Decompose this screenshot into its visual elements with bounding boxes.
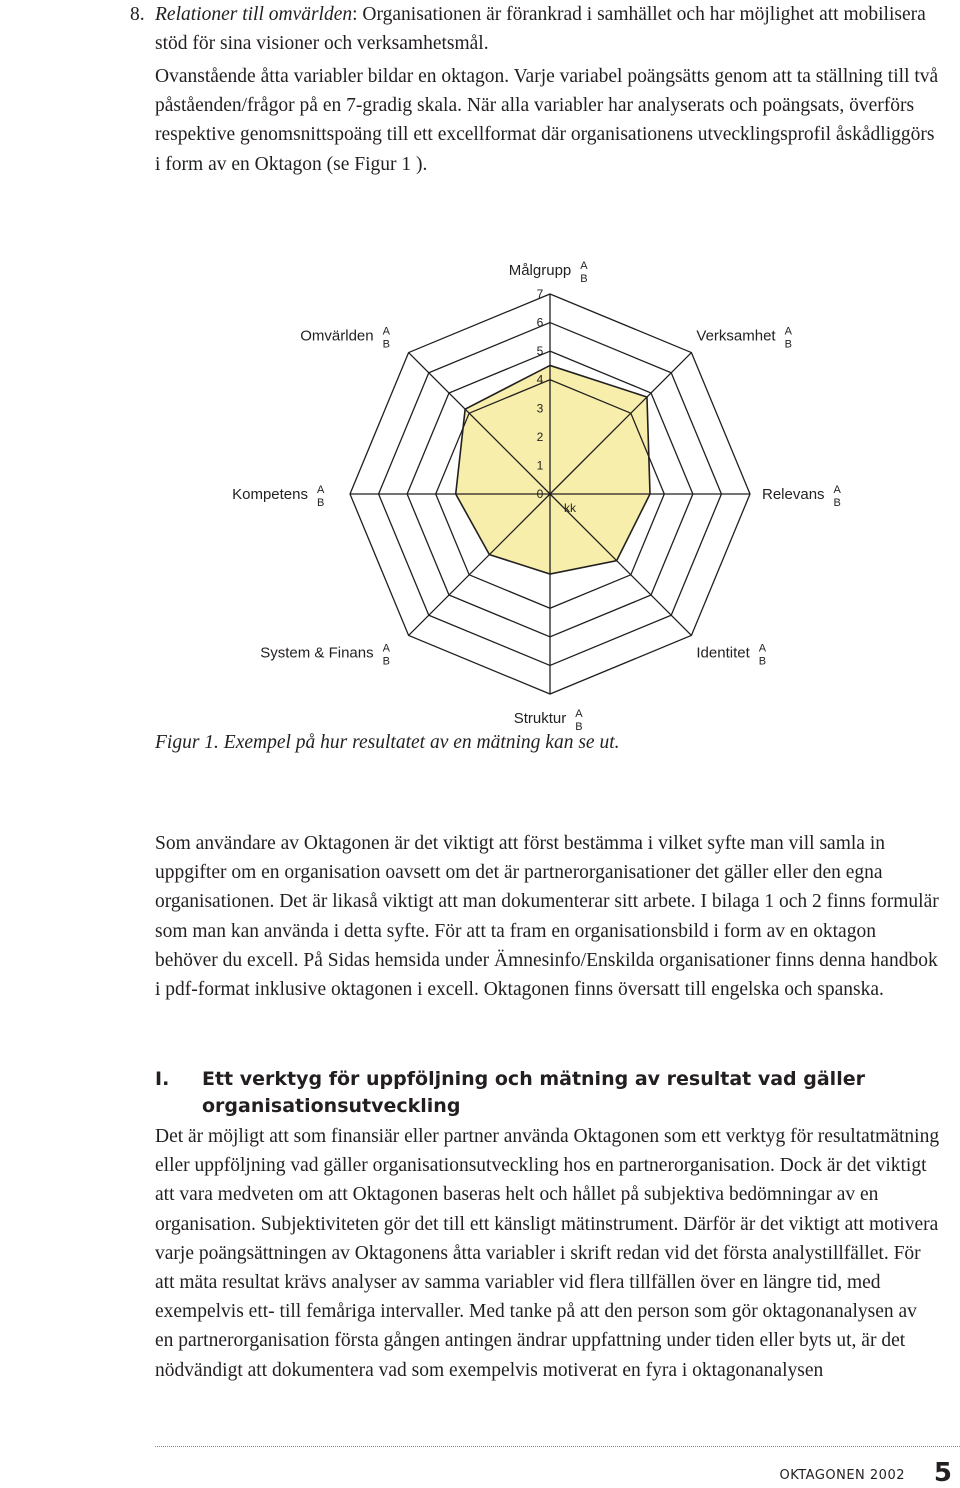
axis-sub-a-3: A [758, 642, 767, 655]
axis-sub-b-1: B [784, 338, 792, 351]
list-number: 8. [130, 4, 145, 25]
axis-sub-b-7: B [382, 338, 390, 351]
footer-rule [155, 1446, 960, 1447]
axis-label-7: Omvärlden [300, 327, 374, 345]
axis-sub-b-2: B [833, 497, 841, 509]
list-text: : Organisationen är förankrad i samhället och har möjlighet att mobilisera stöd för sina visioner och verksamhetsmål. [155, 4, 926, 55]
tick-label-4: 4 [536, 372, 544, 387]
center-label: kk [564, 501, 576, 515]
octagon-radar-svg [0, 260, 960, 733]
axis-sub-b-6: B [317, 497, 325, 509]
list-item-relationer [130, 0, 940, 58]
axis-sub-a-2: A [833, 484, 841, 496]
axis-sub-a-4: A [575, 708, 583, 720]
list-term: Relationer till omvärlden [155, 4, 353, 25]
axis-sub-a-6: A [317, 484, 325, 496]
axis-label-6: Kompetens [232, 486, 308, 503]
footer-title: OKTAGONEN 2002 [779, 1468, 905, 1483]
axis-sub-b-5: B [382, 655, 390, 668]
section-heading-number: I. [155, 1068, 170, 1090]
axis-sub-a-5: A [382, 642, 390, 655]
axis-sub-b-3: B [758, 655, 767, 668]
figure-caption: Figur 1. Exempel på hur resultatet av en mätning kan se ut. [155, 732, 620, 753]
octagon-chart [0, 260, 960, 733]
axis-sub-b-0: B [580, 273, 588, 285]
value-polygon [456, 365, 650, 574]
axis-sub-a-7: A [382, 325, 390, 338]
axis-label-0: Målgrupp [508, 262, 572, 279]
axis-label-5: System & Finans [260, 644, 374, 662]
tick-label-6: 6 [536, 315, 544, 330]
axis-label-1: Verksamhet [696, 327, 776, 345]
axis-sub-a-0: A [580, 260, 588, 272]
tick-label-5: 5 [536, 344, 544, 359]
footer-page-number: 5 [933, 1458, 952, 1488]
paragraph-tool: Det är möjligt att som finansiär eller partner använda Oktagonen som ett verktyg för resultatmätning eller uppföljning vad gäller organisationsutveckling hos en partnerorganisation. Dock är det viktigt att vara medveten om att Oktagonen baseras helt och hållet på subjektiva bedömningar av en organisation. Subjektiviteten gör det till ett känsligt mätinstrument. Därför är det viktigt att motivera varje poängsättningen av Oktagonens åtta variabler i skrift redan vid det första analystillfället. För att mäta resultat krävs analyser av samma variabler vid flera tillfällen över en längre tid, med exempelvis ett- till femåriga intervaller. Med tanke på att den person som gör oktagonanalysen av en partnerorganisation första gången antingen ändrar uppfattning under tiden eller byts ut, är det nödvändigt att dokumentera vad som exempelvis motiverat en fyra i oktagonanalysen [155, 1126, 940, 1381]
tick-label-2: 2 [536, 429, 544, 444]
axis-label-3: Identitet [696, 644, 750, 662]
axis-label-2: Relevans [762, 486, 825, 503]
intro-paragraph: Ovanstående åtta variabler bildar en oktagon. Varje variabel poängsätts genom att ta ställning till två påståenden/frågor på en 7-gradig skala. När alla variabler har analyserats och poängsats, överförs respektive genomsnittspoäng till ett excellformat där organisationens utvecklingsprofil åskådliggörs i form av en Oktagon (se Figur 1 ). [155, 66, 939, 175]
tick-label-0: 0 [536, 487, 544, 501]
tick-label-3: 3 [536, 401, 544, 416]
axis-label-4: Struktur [513, 710, 567, 727]
section-heading-text: Ett verktyg för uppföljning och mätning av resultat vad gäller organisationsutveckling [202, 1068, 865, 1117]
axis-sub-b-4: B [575, 721, 583, 733]
paragraph-usage: Som användare av Oktagonen är det viktigt att först bestämma i vilket syfte man vill samla in uppgifter om en organisation oavsett om det är partnerorganisationer det gäller eller den egna organisationen. Det är likaså viktigt att man dokumenterar sitt arbete. I bilaga 1 och 2 finns formulär som man kan använda i detta syfte. För att ta fram en organisationsbild i form av en oktagon behöver du excell. På Sidas hemsida under Ämnesinfo/Enskilda organisationer finns denna handbok i pdf-format inklusive oktagonen i excell. Oktagonen finns översatt till engelska och spanska. [155, 833, 939, 1001]
axis-sub-a-1: A [784, 325, 792, 338]
tick-label-7: 7 [536, 287, 544, 301]
tick-label-1: 1 [536, 458, 544, 473]
